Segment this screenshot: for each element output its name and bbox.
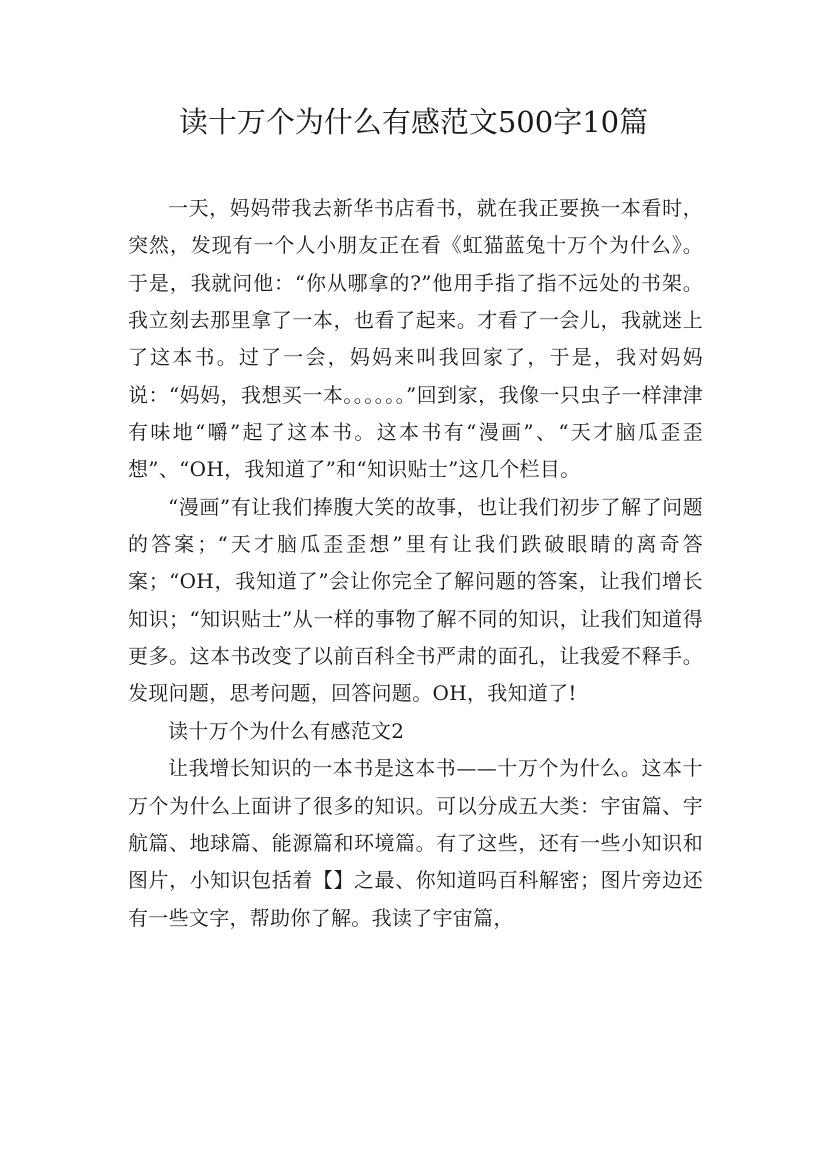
section-heading: 读十万个为什么有感范文2 <box>168 718 405 743</box>
document-title: 读十万个为什么有感范文500字10篇 <box>178 105 649 139</box>
paragraph: 让我增长知识的一本书是这本书——十万个为什么。这本十万个为什么上面讲了很多的知识。可以分成五大类：宇宙篇、宇航篇、地球篇、能源篇和环境篇。有了这些，还有一些小知识和图片，小知识包括着【】之最、你知道吗百科解密；图片旁边还有一些文字，帮助你了解。我读了宇宙篇， <box>128 756 703 930</box>
paragraph: “漫画”有让我们捧腹大笑的故事，也让我们初步了解了问题的答案；“天才脑瓜歪歪想”里有让我们跌破眼睛的离奇答案；“OH，我知道了”会让你完全了解问题的答案，让我们增长知识；“知识贴士”从一样的事物了解不同的知识，让我们知道得更多。这本书改变了以前百科全书严肃的面孔，让我爱不释手。发现问题，思考问题，回答问题。OH，我知道了! <box>128 494 703 706</box>
document-body <box>128 190 703 937</box>
paragraph: 一天，妈妈带我去新华书店看书，就在我正要换一本看时，突然，发现有一个人小朋友正在看《虹猫蓝兔十万个为什么》。于是，我就问他：“你从哪拿的?”他用手指了指不远处的书架。我立刻去那里拿了一本，也看了起来。才看了一会儿，我就迷上了这本书。过了一会，妈妈来叫我回家了，于是，我对妈妈说：“妈妈，我想买一本。。。。。。”回到家，我像一只虫子一样津津有味地“嚼”起了这本书。这本书有“漫画”、“天才脑瓜歪歪想”、“OH，我知道了”和“知识贴士”这几个栏目。 <box>128 196 703 482</box>
